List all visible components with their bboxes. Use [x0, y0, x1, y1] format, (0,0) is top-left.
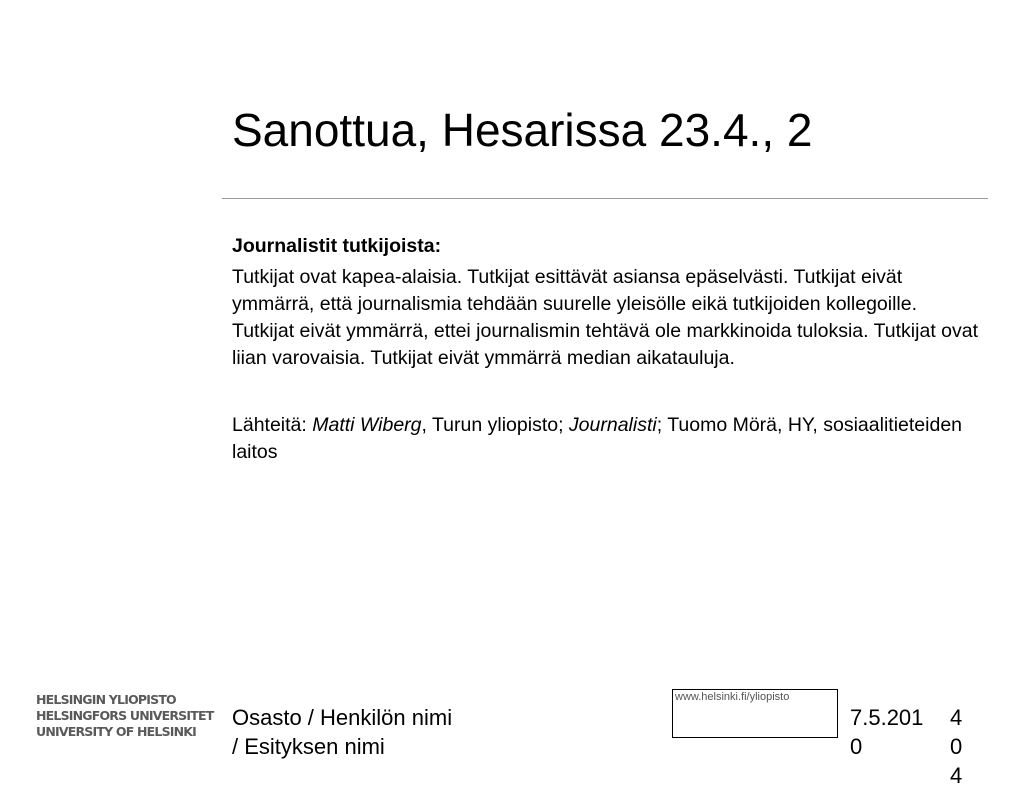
footer-date: 7.5.2010: [850, 705, 924, 759]
slide-title: Sanottua, Hesarissa 23.4., 2: [232, 104, 813, 156]
sources-mid: , Turun yliopisto;: [421, 414, 569, 436]
footer-department: [232, 703, 532, 761]
sources-suffix: ; Tuomo Mörä, HY, sosiaalitieteiden laitos: [232, 414, 963, 463]
sources-author: Matti Wiberg: [312, 414, 422, 436]
footer-page-number: 404: [950, 705, 963, 788]
sources-publication: Journalisti: [568, 414, 657, 436]
slide-body: [232, 233, 984, 466]
university-logo: [36, 692, 213, 740]
footer-department-line2: / Esityksen nimi: [232, 734, 385, 759]
logo-line-english: UNIVERSITY OF HELSINKI: [36, 724, 197, 739]
logo-line-finnish: HELSINGIN YLIOPISTO: [36, 692, 176, 707]
sources-prefix: Lähteitä:: [232, 414, 313, 436]
footer-department-line1: Osasto / Henkilön nimi: [232, 705, 453, 730]
footer-url-box: [672, 689, 838, 738]
content-heading: Journalistit tutkijoista:: [232, 235, 442, 257]
logo-line-swedish: HELSINGFORS UNIVERSITET: [36, 708, 214, 723]
title-divider: [222, 198, 988, 199]
sources-text: [232, 412, 984, 466]
content-paragraph: Tutkijat ovat kapea-alaisia. Tutkijat esittävät asiansa epäselvästi. Tutkijat eivät ymmärrä, että journalismia tehdään suurelle yleisölle eikä tutkijoiden kollegoille. Tutkijat eivät ymmärrä, ettei journalismin tehtävä ole markkinoida tuloksia. Tutkijat ovat liian varovaisia. Tutkijat eivät ymmärrä median aikatauluja.: [232, 266, 979, 369]
footer-url-link[interactable]: www.helsinki.fi/yliopisto: [675, 691, 790, 703]
